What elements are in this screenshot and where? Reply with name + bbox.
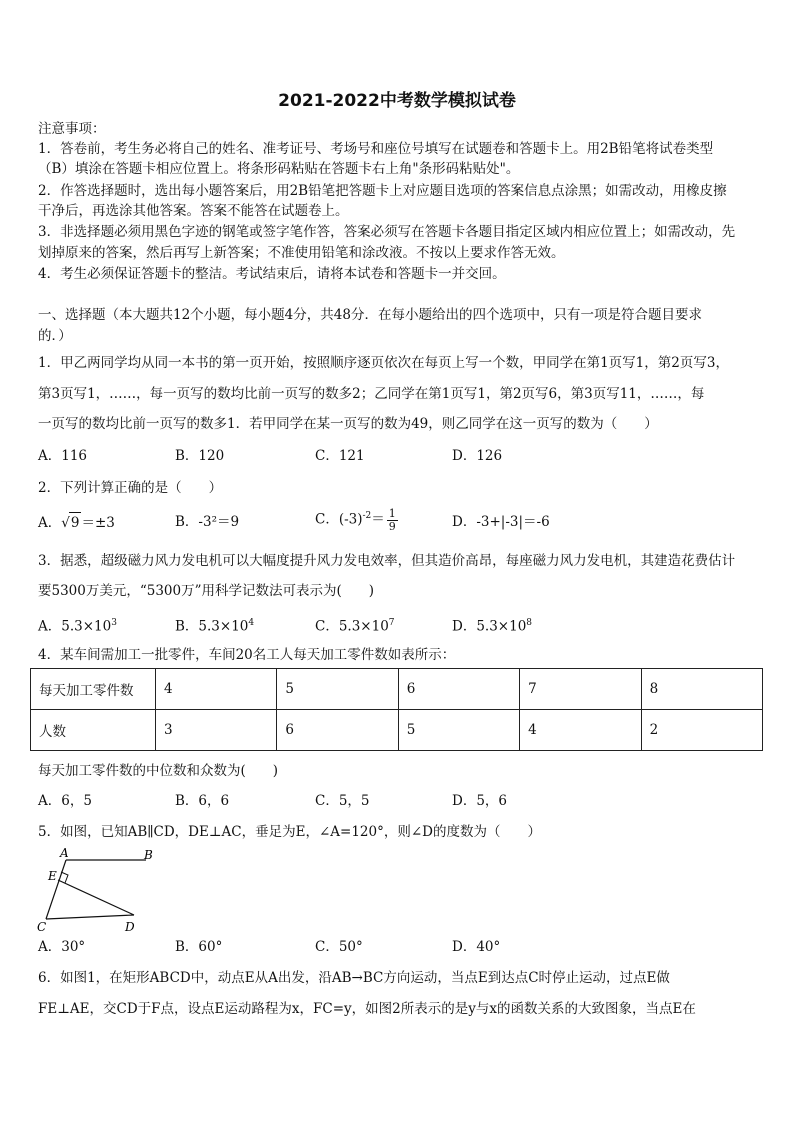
radicand: 9 <box>69 512 82 533</box>
label-d: D <box>125 920 135 934</box>
q2-stem: 2．下列计算正确的是（ ） <box>38 480 223 496</box>
notice-line: 1．答卷前，考生务必将自己的姓名、准考证号、考场号和座位号填写在试题卷和答题卡上。用2B铅笔将试卷类型 <box>38 141 714 157</box>
q4-stem: 4．某车间需加工一批零件，车间20名工人每天加工零件数如表所示： <box>38 647 456 663</box>
option-d: D．40° <box>452 939 501 955</box>
option-c: C．$(-3)^{-2}=$ $\frac{1}{9}$ <box>315 506 396 533</box>
option-a: A．116 <box>38 448 88 464</box>
notice-line: 划掉原来的答案，然后再写上新答案；不准使用铅笔和涂改液。不按以上要求作答无效。 <box>38 245 565 261</box>
q6-stem: 6．如图1，在矩形ABCD中，动点E从A出发，沿AB→BC方向运动，当点E到达点C时停止运动，过点E做 <box>38 970 670 986</box>
q6-stem: FE⊥AE，交CD于F点，设点E运动路程为x，FC=y，如图2所表示的是y与x的函数关系的大致图象，当点E在 <box>38 1001 696 1017</box>
table-row <box>31 669 763 710</box>
option-d: D．126 <box>452 448 503 464</box>
table-cell: 5 <box>277 669 398 710</box>
q3-stem: 3．据悉，超级磁力风力发电机可以大幅度提升风力发电效率，但其造价高昂，每座磁力风力发电机，其建造花费估计 <box>38 553 736 569</box>
table-cell: 8 <box>641 669 762 710</box>
segment-ed <box>58 880 134 915</box>
option-b: B．$5.3\times 10^4$ <box>175 618 255 635</box>
label-b: B <box>144 848 153 862</box>
section-heading: 一、选择题（本大题共12个小题，每小题4分，共48分．在每小题给出的四个选项中，只有一项是符合题目要求 <box>38 307 702 323</box>
notice-line: 干净后，再选涂其他答案。答案不能答在试题卷上。 <box>38 203 349 219</box>
q1-stem: 1．甲乙两同学均从同一本书的第一页开始，按照顺序逐页依次在每页上写一个数，甲同学在第1页写1，第2页写3， <box>38 355 729 371</box>
table-cell: 4 <box>156 669 277 710</box>
notice-line: 2．作答选择题时，选出每小题答案后，用2B铅笔把答题卡上对应题目选项的答案信息点涂黑；如需改动，用橡皮擦 <box>38 183 727 199</box>
option-a: A．6，5 <box>38 793 92 809</box>
option-a: A．$5.3\times 10^3$ <box>38 618 117 635</box>
option-d: D．5，6 <box>452 793 508 809</box>
table-cell: 7 <box>520 669 641 710</box>
option-c: C．$5.3\times 10^7$ <box>315 618 395 635</box>
label-e: E <box>48 869 57 883</box>
q4-question: 每天加工零件数的中位数和众数为( ) <box>38 763 279 779</box>
table-cell: 2 <box>641 710 762 751</box>
q3-stem: 要5300万美元，“5300万”用科学记数法可表示为( ) <box>38 583 375 599</box>
table-cell: 5 <box>398 710 519 751</box>
table-row <box>31 710 763 751</box>
section-heading: 的．） <box>38 328 72 344</box>
fraction: $\frac{1}{9}$ <box>388 506 396 533</box>
option-c: C．121 <box>315 448 365 464</box>
page-title: 2021-2022中考数学模拟试卷 <box>278 91 516 111</box>
notice-header: 注意事项： <box>38 121 106 137</box>
table-cell: 4 <box>520 710 641 751</box>
option-c: C．50° <box>315 939 363 955</box>
option-b: B．60° <box>175 939 223 955</box>
option-b: B．6，6 <box>175 793 230 809</box>
option-b: B．120 <box>175 448 225 464</box>
notice-line: （B）填涂在答题卡相应位置上。将条形码粘贴在答题卡右上角"条形码粘贴处"。 <box>38 161 520 177</box>
label-c: C <box>37 920 47 934</box>
q4-table <box>30 668 763 751</box>
q1-stem: 一页写的数均比前一页写的数多1．若甲同学在某一页写的数为49，则乙同学在这一页写的数为（ ） <box>38 416 658 432</box>
table-cell: 6 <box>398 669 519 710</box>
q5-figure <box>30 842 160 937</box>
option-c: C．5，5 <box>315 793 370 809</box>
notice-line: 3．非选择题必须用黑色字迹的钢笔或签字笔作答，答案必须写在答题卡各题目指定区域内相应位置上；如需改动，先 <box>38 224 736 240</box>
table-cell: 人数 <box>31 710 156 751</box>
option-a: A．√9 ＝±3 <box>38 512 115 533</box>
notice-line: 4．考生必须保证答题卡的整洁。考试结束后，请将本试卷和答题卡一并交回。 <box>38 266 506 282</box>
label-a: A <box>60 846 69 860</box>
option-b: B．-3²＝9 <box>175 514 240 530</box>
table-cell: 每天加工零件数 <box>31 669 156 710</box>
sqrt-icon: √ <box>61 515 70 531</box>
q5-stem: 5．如图，已知AB∥CD，DE⊥AC，垂足为E，∠A=120°，则∠D的度数为（ ） <box>38 824 541 840</box>
table-cell: 3 <box>156 710 277 751</box>
option-a: A．30° <box>38 939 86 955</box>
segment-cd <box>46 915 134 919</box>
table-cell: 6 <box>277 710 398 751</box>
q1-stem: 第3页写1，……，每一页写的数均比前一页写的数多2；乙同学在第1页写1，第2页写6，第3页写11，……，每 <box>38 386 705 402</box>
option-d: D．-3+|-3|＝-6 <box>452 514 550 530</box>
option-d: D．$5.3\times 10^8$ <box>452 618 533 635</box>
